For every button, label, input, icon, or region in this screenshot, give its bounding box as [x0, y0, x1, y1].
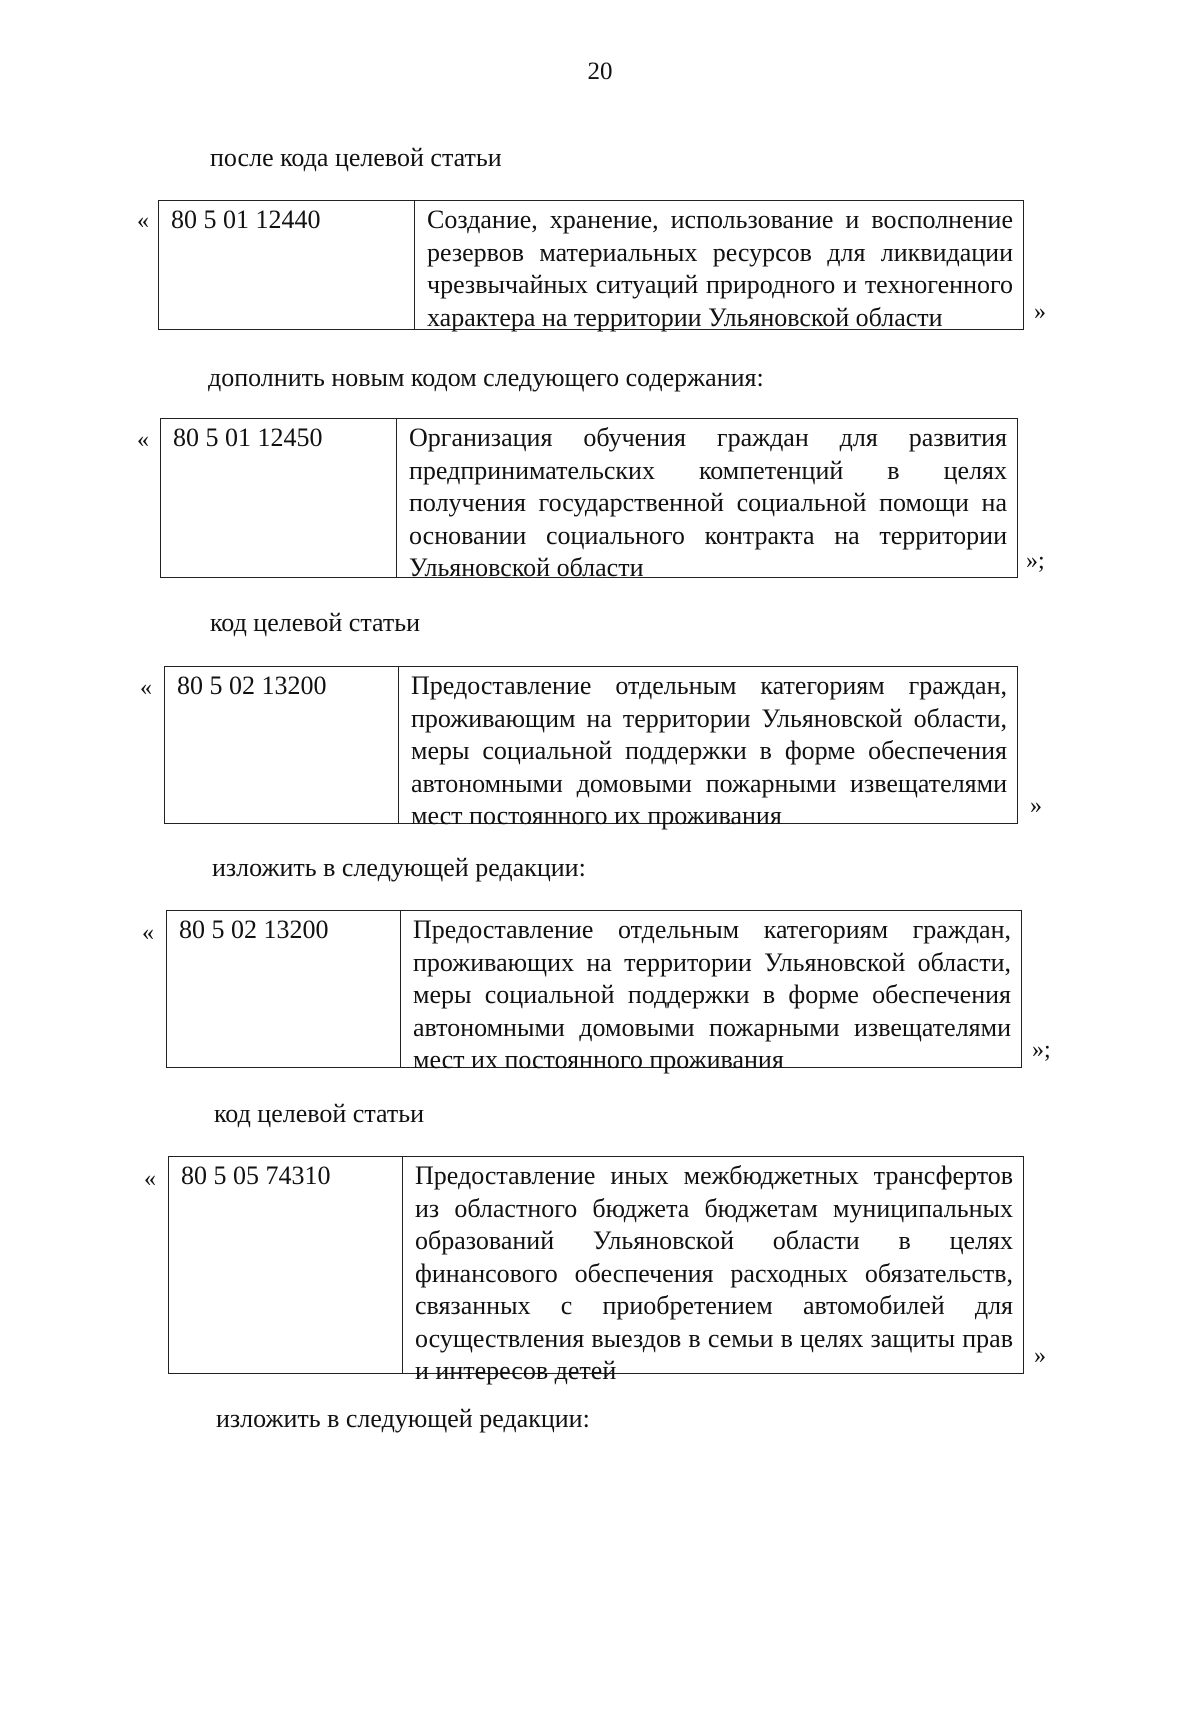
target-article-code: 80 5 01 12450: [161, 419, 397, 577]
code-table-row: [166, 910, 1022, 1074]
target-article-description: Предоставление отдельным категориям граждан, проживающим на территории Ульяновской области, меры социальной поддержки в форме обеспечения автономными домовыми пожарными извещателями мест постоянного их проживания: [411, 671, 1007, 830]
target-article-description: Предоставление отдельным категориям граждан, проживающих на территории Ульяновской области, меры социальной поддержки в форме обеспечения автономными домовыми пожарными извещателями мест их постоянного проживания: [413, 915, 1011, 1074]
page-number: 20: [587, 58, 613, 85]
open-quote: «: [137, 208, 149, 234]
target-article-code: 80 5 02 13200: [167, 911, 401, 1067]
instruction-text: код целевой статьи: [214, 1099, 424, 1128]
code-table-row: [168, 1156, 1024, 1385]
code-table-row: [164, 666, 1018, 830]
instruction-text: код целевой статьи: [210, 608, 420, 637]
instruction-text: дополнить новым кодом следующего содержания:: [208, 363, 764, 392]
target-article-code: 80 5 05 74310: [169, 1157, 403, 1373]
close-quote: »;: [1032, 1037, 1051, 1063]
target-article-description: Организация обучения граждан для развития предпринимательских компетенций в целях получения государственной социальной помощи на основании социального контракта на территории Ульяновской области: [409, 423, 1007, 582]
instruction-text: изложить в следующей редакции:: [216, 1404, 590, 1433]
open-quote: «: [140, 675, 152, 701]
close-quote: »: [1034, 299, 1046, 325]
target-article-code: 80 5 01 12440: [159, 201, 415, 329]
instruction-text: изложить в следующей редакции:: [212, 853, 586, 882]
code-table-row: [160, 418, 1018, 582]
target-article-code: 80 5 02 13200: [165, 667, 399, 823]
close-quote: »: [1030, 793, 1042, 819]
close-quote: »: [1034, 1343, 1046, 1369]
open-quote: «: [137, 427, 149, 453]
open-quote: «: [144, 1166, 156, 1192]
code-table-row: [158, 200, 1024, 330]
target-article-description: Создание, хранение, использование и восполнение резервов материальных ресурсов для ликвидации чрезвычайных ситуаций природного и техногенного характера на территории Ульяновской области: [427, 205, 1013, 332]
instruction-text: после кода целевой статьи: [210, 143, 502, 172]
close-quote: »;: [1026, 548, 1045, 574]
open-quote: «: [142, 920, 154, 946]
target-article-description: Предоставление иных межбюджетных трансфертов из областного бюджета бюджетам муниципальных образований Ульяновской области в целях финансового обеспечения расходных обязательств, связанных с приобретением автомобилей для осуществления выездов в семьи в целях защиты прав и интересов детей: [415, 1161, 1013, 1385]
